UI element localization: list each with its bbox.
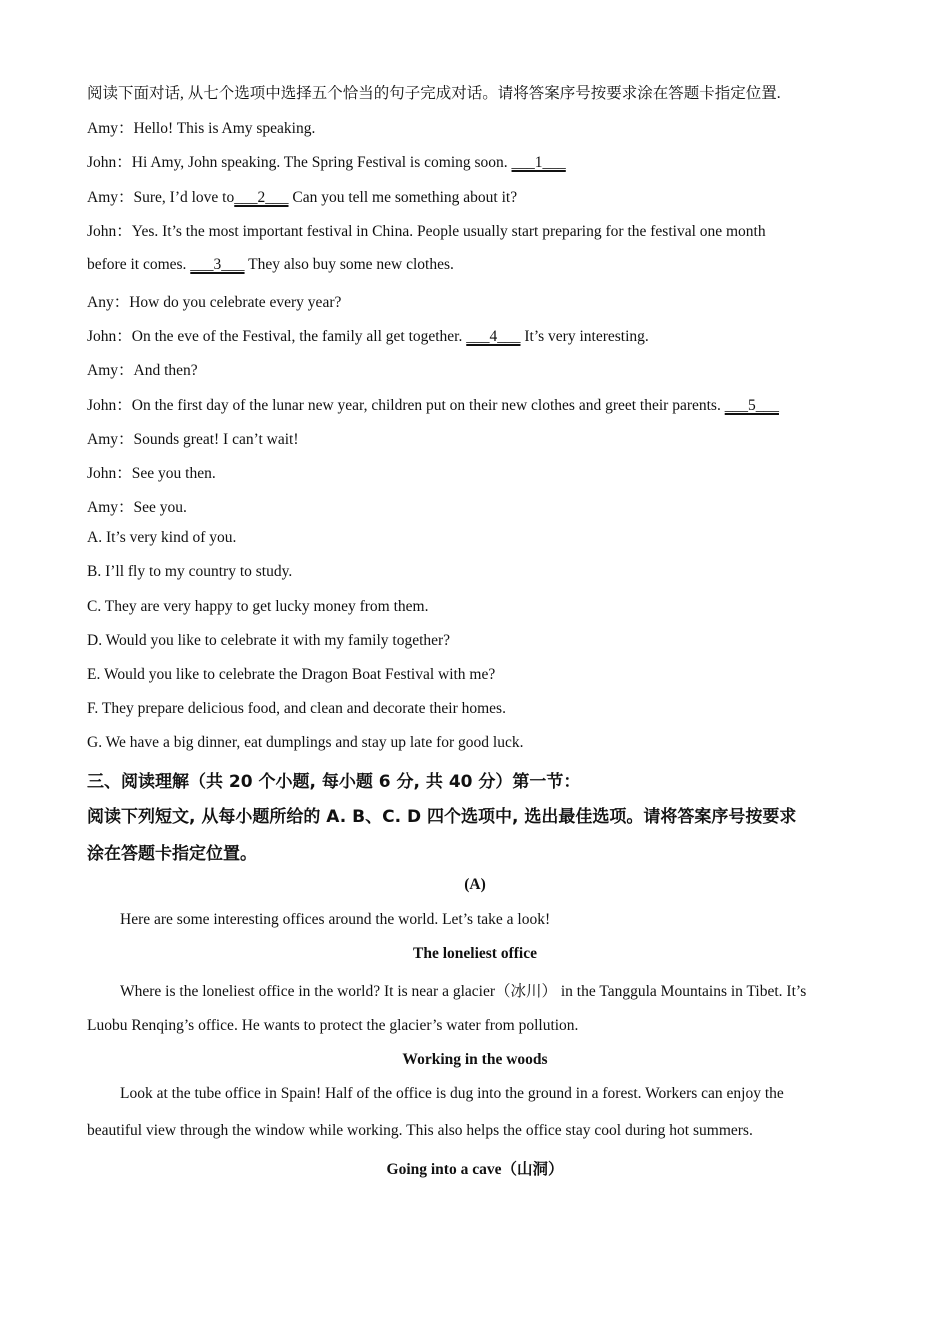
speaker: Amy： [87,120,134,137]
dialogue-line [87,219,766,241]
answer-blank-4: ___4___ [466,328,521,345]
dialogue-text: Hi Amy, John speaking. The Spring Festival is coming soon. [131,154,512,171]
subheading-loneliest-office: The loneliest office [413,945,537,962]
speaker: Any： [87,294,130,311]
dialogue-text: On the first day of the lunar new year, children put on their new clothes and greet their parents. [131,397,725,414]
dialogue-text: See you then. [131,465,216,482]
option-b: B. I’ll fly to my country to study. [87,563,293,580]
speaker: Amy： [87,362,134,379]
option-c: C. They are very happy to get lucky money from them. [87,598,429,615]
dialogue-line: Amy：Sure, I’d love to___2___ Can you tell me something about it? [87,189,518,206]
dialogue-line [87,495,187,517]
dialogue-text: Yes. It’s the most important festival in China. People usually start preparing for the festival one month [131,223,766,240]
dialogue-text: See you. [133,499,187,516]
answer-blank-1: ___1___ [511,154,566,171]
dialogue-text: How do you celebrate every year? [129,294,342,311]
section-instruction: 阅读下列短文, 从每小题所给的 A. B、C. D 四个选项中, 选出最佳选项。请将答案序号按要求 [87,807,797,827]
speaker: Amy： [87,189,134,206]
option-a: A. It’s very kind of you. [87,529,237,546]
speaker: Amy： [87,499,134,516]
option-f: F. They prepare delicious food, and clean and decorate their homes. [87,700,506,717]
dialogue-text: On the eve of the Festival, the family all get together. [131,328,467,345]
dialogue-text: Sure, I’d love to [133,189,235,206]
dialogue-line [87,150,566,172]
subheading-cave: Going into a cave（山洞） [386,1161,564,1178]
section-instruction-cont: 涂在答题卡指定位置。 [87,844,257,864]
dialogue-line [87,461,216,483]
speaker: John： [87,397,132,414]
answer-blank-3: ___3___ [190,256,245,273]
dialogue-text: before it comes. [87,256,191,273]
dialogue-text: Hello! This is Amy speaking. [133,120,316,137]
speaker: John： [87,465,132,482]
dialogue-instructions: 阅读下面对话, 从七个选项中选择五个恰当的句子完成对话。请将答案序号按要求涂在答题卡指定位置. [87,85,781,102]
dialogue-line [87,358,198,380]
passage-intro: Here are some interesting offices around the world. Let’s take a look! [120,911,551,928]
dialogue-text: And then? [133,362,198,379]
dialogue-line [87,393,779,415]
paragraph-loneliest-office-cont: Luobu Renqing’s office. He wants to protect the glacier’s water from pollution. [87,1017,579,1034]
dialogue-line: John：On the eve of the Festival, the family all get together. ___4___ It’s very interesting. [87,328,649,345]
answer-blank-2: ___2___ [234,189,289,206]
option-d: D. Would you like to celebrate it with my family together? [87,632,451,649]
dialogue-line [87,427,299,449]
subheading-working-woods: Working in the woods [402,1051,548,1068]
answer-blank-5: ___5___ [724,397,779,414]
speaker: John： [87,154,132,171]
section-heading: 三、阅读理解（共 20 个小题, 每小题 6 分, 共 40 分）第一节： [87,772,581,792]
speaker: Amy： [87,431,134,448]
paragraph-working-woods: Look at the tube office in Spain! Half of the office is dug into the ground in a forest. Workers can enjoy the [120,1085,784,1102]
option-e: E. Would you like to celebrate the Dragon Boat Festival with me? [87,666,496,683]
dialogue-line: before it comes. ___3___ They also buy some new clothes. [87,256,454,273]
option-g: G. We have a big dinner, eat dumplings and stay up late for good luck. [87,734,524,751]
paragraph-loneliest-office: Where is the loneliest office in the world? It is near a glacier（冰川） in the Tanggula Mountains in Tibet. It’s [120,983,807,1000]
dialogue-line [87,290,341,312]
speaker: John： [87,328,132,345]
paragraph-working-woods-cont: beautiful view through the window while working. This also helps the office stay cool during hot summers. [87,1122,753,1139]
dialogue-text: Sounds great! I can’t wait! [133,431,299,448]
dialogue-line [87,116,315,138]
speaker: John： [87,223,132,240]
passage-label: (A) [464,876,486,893]
